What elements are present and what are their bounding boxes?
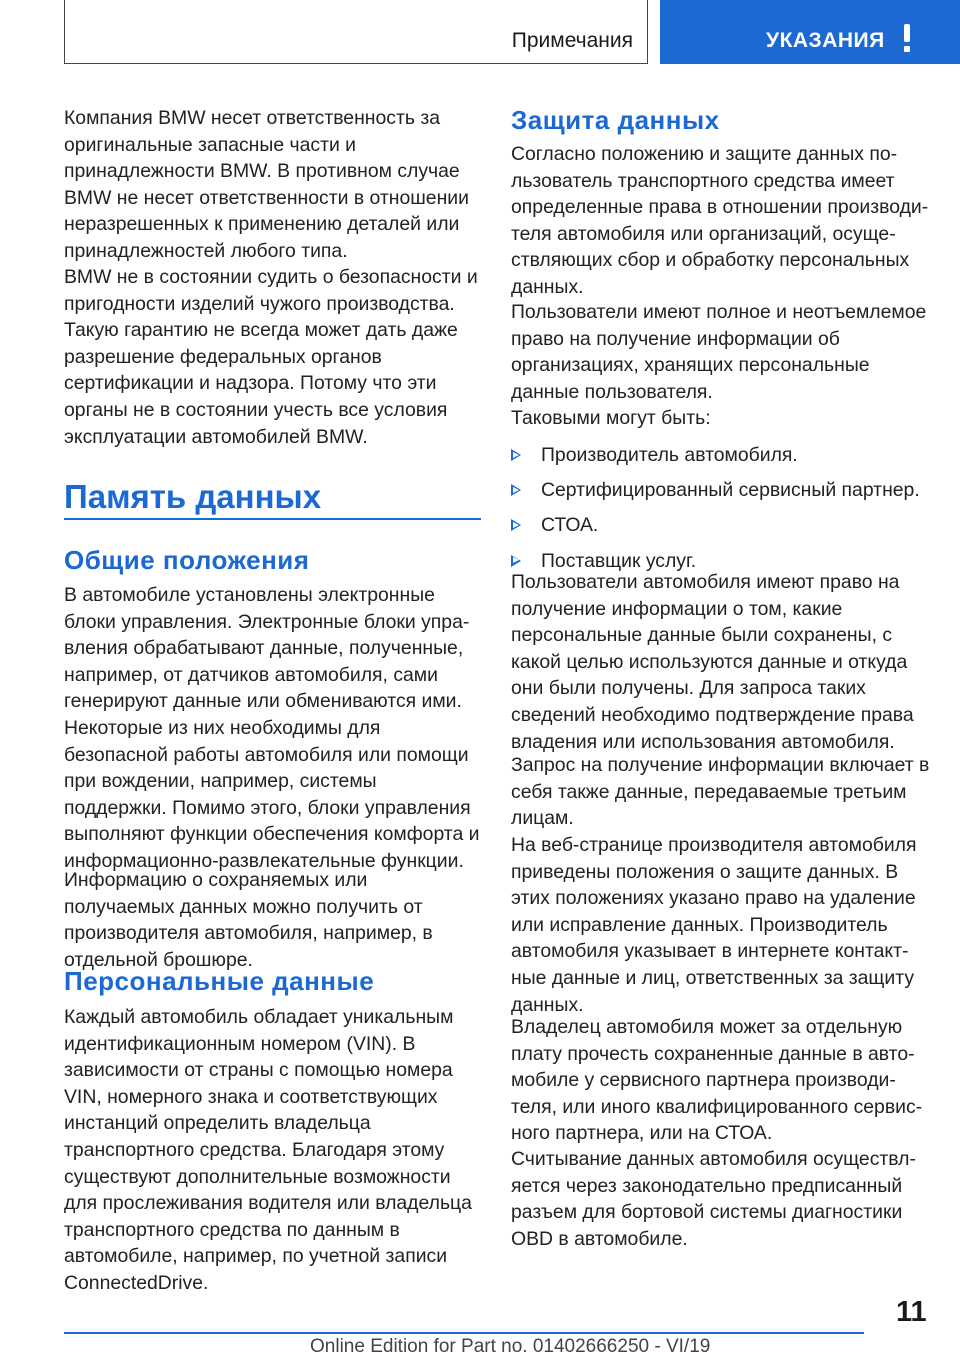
main-heading: Память данных [64,478,322,515]
list-item: Производитель автомобиля. [511,442,931,469]
paragraph: Согласно положению и защите данных пользователь транспортного средства имеет определенные права в отношении производителя автомобиля или организаций, осуществляющих сбор и обработку персональных данных. [511,143,929,298]
page-number: 11 [896,1296,927,1328]
paragraph: Таковыми могут быть: [511,407,711,429]
exclamation-icon [898,24,916,54]
section-heading: Персональные данные [64,966,375,996]
bullet-list [511,442,931,574]
list-item: СТОА. [511,512,931,539]
paragraph: Компания BMW несет ответственность за оригинальные запасные части и принадлежности BMW. В противном случае BMW не несет ответственности в отношении неразрешенных к применению деталей или принадлежностей любого типа. [64,107,469,262]
section-label: Примечания [511,29,633,52]
arrow-bullet-icon [511,519,521,531]
paragraph: Запрос на получение информации включает в себя также данные, передаваемые третьим лицам. [511,754,930,830]
chapter-label: УКАЗАНИЯ [766,29,885,52]
paragraph: В автомобиле установлены электронные блоки управления. Электронные блоки управления обрабатывают данные, полученные, например, от датчиков автомобиля, сами генерируют данные или обмениваются ими. Некоторые из них необходимы для безопасной работы автомобиля или помощи при вождении, например, системы поддержки. Помимо этого, блоки управления выполняют функции обеспечения комфорта и информационно-развлекательные функции. [64,584,480,872]
paragraph: Информацию о сохраняемых или получаемых данных можно получить от производителя автомобиля, например, в отдельной брошюре. [64,869,433,971]
list-item: Сертифицированный сервисный партнер. [511,477,931,504]
heading-rule [64,518,481,520]
paragraph: Каждый автомобиль обладает уникальным идентификационным номером (VIN). В зависимости от страны с помощью номера VIN, номерного знака и соответствующих инстанций определить владельца транспортного средства. Благодаря этому существуют дополнительные возможности для прослеживания водителя или владельца транспортного средства по данным в автомобиле, например, по учетной записи ConnectedDrive. [64,1006,472,1294]
paragraph: Считывание данных автомобиля осуществляется через законодательно предписанный разъем для бортовой системы диагностики OBD в автомобиле. [511,1148,916,1250]
list-item: Поставщик услуг. [511,548,931,575]
section-heading: Защита данных [511,105,720,135]
paragraph: Пользователи автомобиля имеют право на получение информации о том, какие персональные данные были сохранены, с какой целью используются данные и откуда они были получены. Для запроса таких сведений необходимо подтверждение права владения или использования автомобиля. [511,571,914,753]
chapter-header-box [660,0,960,64]
section-header-box [64,0,648,64]
section-heading: Общие положения [64,545,310,575]
arrow-bullet-icon [511,449,521,461]
edition-note: Online Edition for Part no. 01402666250 - VI/19 [310,1336,711,1357]
arrow-bullet-icon [511,555,521,567]
paragraph: BMW не в состоянии судить о безопасности и пригодности изделий чужого производства. Такую гарантию не всегда может дать даже разрешение федеральных органов сертификации и надзора. Потому что эти органы не в состоянии учесть все условия эксплуатации автомобилей BMW. [64,266,478,448]
footer-rule [64,1332,864,1334]
arrow-bullet-icon [511,484,521,496]
paragraph: На веб-странице производителя автомобиля приведены положения о защите данных. В этих положениях указано право на удаление или исправление данных. Производитель автомобиля указывает в интернете контактные данные и лиц, ответственных за защиту данных. [511,834,917,1016]
paragraph: Пользователи имеют полное и неотъемлемое право на получение информации об организациях, хранящих персональные данные пользователя. [511,301,927,403]
paragraph: Владелец автомобиля может за отдельную плату прочесть сохраненные данные в автомобиле у сервисного партнера производителя, или иного квалифицированного сервисного партнера, или на СТОА. [511,1016,923,1145]
